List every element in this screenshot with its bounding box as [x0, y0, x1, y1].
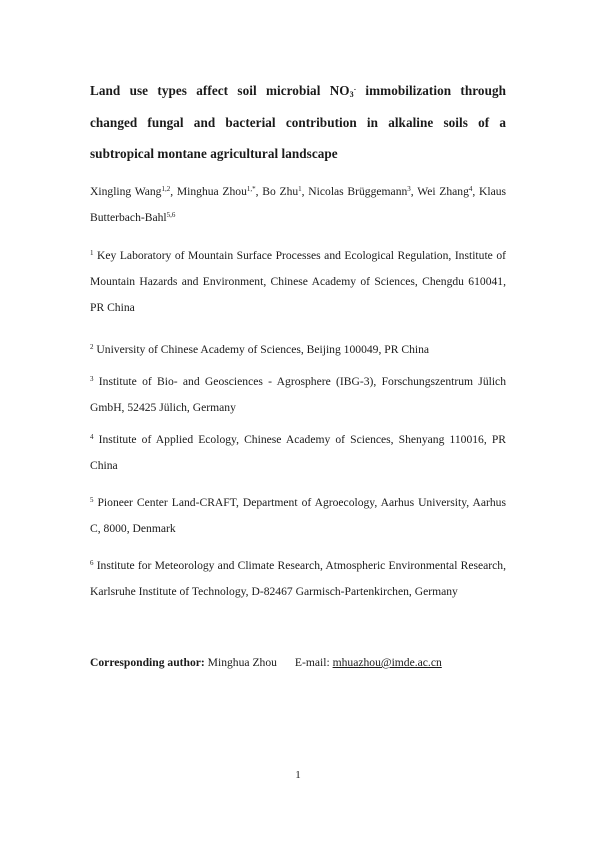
affiliation-number: 4	[90, 433, 94, 441]
affiliation-number: 3	[90, 375, 94, 383]
affiliation-text: University of Chinese Academy of Sciences, Beijing 100049, PR China	[93, 343, 430, 356]
author-name: Nicolas Brüggemann	[308, 185, 408, 198]
affiliation-number: 6	[90, 559, 94, 567]
affiliation-text: Institute of Bio- and Geosciences - Agrosphere (IBG-3), Forschungszentrum Jülich GmbH, 52425 Jülich, Germany	[90, 375, 506, 414]
affiliation-text: Pioneer Center Land-CRAFT, Department of Agroecology, Aarhus University, Aarhus C, 8000, Denmark	[90, 496, 506, 535]
affiliation-6	[90, 553, 506, 605]
affiliation-number: 2	[90, 343, 94, 351]
affiliation-number: 1	[90, 249, 94, 257]
affiliation-1	[90, 243, 506, 321]
affiliation-text: Key Laboratory of Mountain Surface Processes and Ecological Regulation, Institute of Mountain Hazards and Environment, Chinese Academy of Sciences, Chengdu 610041, PR China	[90, 249, 506, 314]
author-name: Bo Zhu	[262, 185, 299, 198]
title-part2: immobilization through changed fungal and bacterial contribution in alkaline soils of a subtropical montane agricultural landscape	[90, 83, 506, 161]
affiliation-2	[90, 337, 506, 363]
paper-title	[90, 75, 506, 170]
title-part1: Land use types affect soil microbial NO	[90, 83, 350, 98]
author-affiliation: 3	[407, 185, 411, 193]
corresponding-label: Corresponding author:	[90, 656, 205, 669]
author-affiliation: 1,*	[246, 185, 256, 193]
author-separator: ,	[255, 185, 263, 198]
title-subscript: 3	[349, 90, 354, 99]
author-name: Xingling Wang	[90, 185, 162, 198]
author-name: Wei Zhang	[417, 185, 469, 198]
affiliation-4	[90, 427, 506, 479]
author-separator: ,	[301, 185, 309, 198]
author-separator: ,	[472, 185, 479, 198]
author-affiliation: 5,6	[166, 211, 176, 219]
corresponding-author	[90, 650, 506, 676]
title-superscript: -	[353, 85, 357, 93]
author-affiliation: 1	[298, 185, 302, 193]
page-number: 1	[295, 769, 301, 781]
author-name: Klaus Butterbach-Bahl	[90, 185, 507, 224]
email-label: E-mail:	[294, 656, 333, 669]
author-separator: ,	[170, 185, 177, 198]
affiliation-number: 5	[90, 496, 94, 504]
author-affiliation: 1,2	[161, 185, 171, 193]
author-list	[90, 179, 506, 231]
affiliation-3	[90, 369, 506, 421]
author-affiliation: 4	[468, 185, 473, 193]
author-separator: ,	[410, 185, 418, 198]
corresponding-name: Minghua Zhou	[204, 656, 277, 669]
affiliation-text: Institute for Meteorology and Climate Research, Atmospheric Environmental Research, Karlsruhe Institute of Technology, D-82467 Garmisch-Partenkirchen, Germany	[90, 559, 506, 598]
affiliation-5	[90, 490, 506, 542]
affiliation-text: Institute of Applied Ecology, Chinese Academy of Sciences, Shenyang 110016, PR China	[90, 433, 506, 472]
email-link[interactable]: mhuazhou@imde.ac.cn	[332, 656, 442, 669]
author-name: Minghua Zhou	[176, 185, 247, 198]
